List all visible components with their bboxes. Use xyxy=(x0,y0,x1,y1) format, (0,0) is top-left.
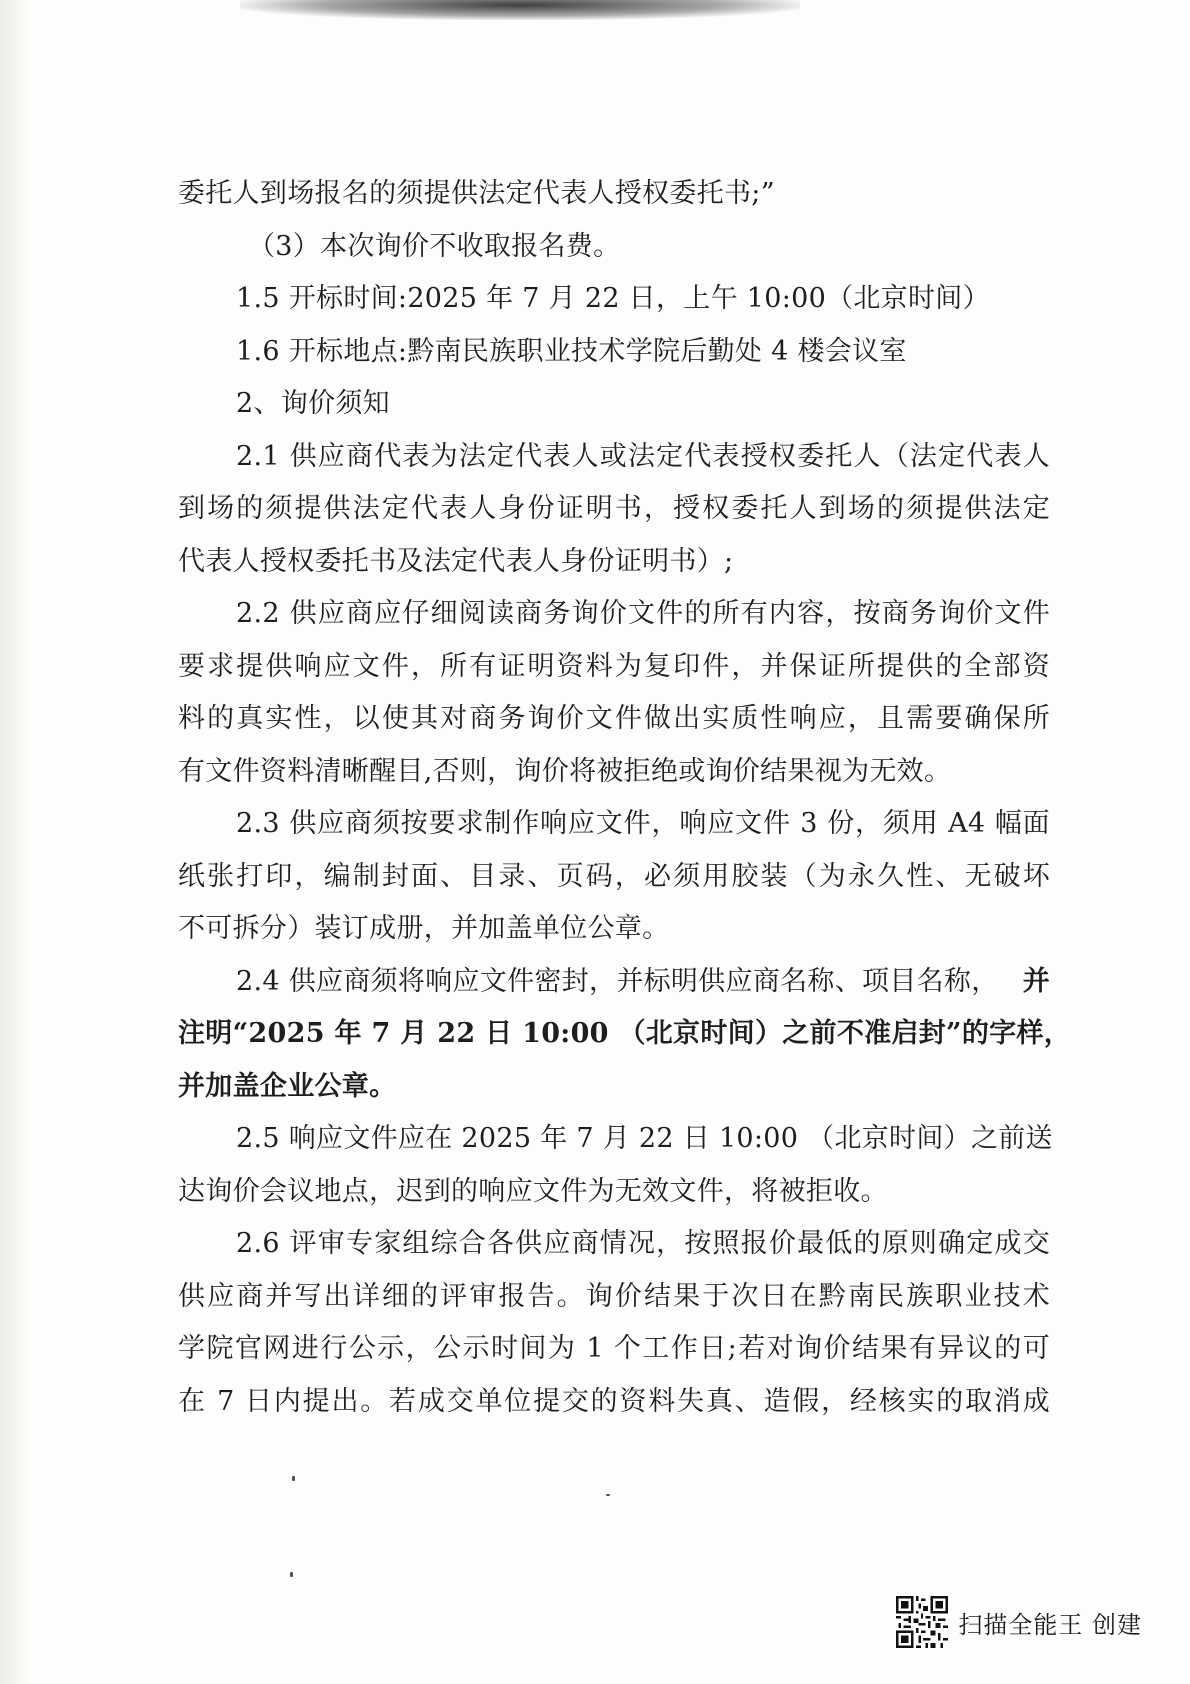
text-line: 要求提供响应文件，所有证明资料为复印件，并保证所提供的全部资 xyxy=(178,650,1050,682)
text-line: 不可拆分）装订成册，并加盖单位公章。 xyxy=(178,913,670,944)
text-line: 2.6 评审专家组综合各供应商情况，按照报价最低的原则确定成交 xyxy=(236,1228,1050,1259)
text-line: 在 7 日内提出。若成交单位提交的资料失真、造假，经核实的取消成 xyxy=(178,1385,1050,1417)
text-line: 1.5 开标时间:2025 年 7 月 22 日，上午 10:00（北京时间） xyxy=(236,283,990,314)
scan-speck xyxy=(292,1476,295,1481)
bold-text-line: 注明“2025 年 7 月 22 日 10:00 （北京时间）之前不准启封”的字样， xyxy=(178,1018,1072,1049)
scan-speck xyxy=(606,1494,610,1496)
text-line: 委托人到场报名的须提供法定代表人授权委托书;” xyxy=(178,178,775,209)
page-edge-shading xyxy=(0,0,28,1684)
text-line: 料的真实性，以使其对商务询价文件做出实质性响应，且需要确保所 xyxy=(178,703,1050,734)
scan-speck xyxy=(290,1572,293,1577)
document-body xyxy=(178,168,1072,1428)
text-line xyxy=(178,956,1050,1009)
text-line: 纸张打印，编制封面、目录、页码，必须用胶装（为永久性、无破坏 xyxy=(178,860,1050,892)
text-segment: 2.4 供应商须将响应文件密封，并标明供应商名称、项目名称， xyxy=(236,965,999,997)
text-line: （3）本次询价不收取报名费。 xyxy=(248,230,621,262)
text-line: 2.5 响应文件应在 2025 年 7 月 22 日 10:00 （北京时间）之前送 xyxy=(236,1123,1053,1154)
bold-text-line: 并加盖企业公章。 xyxy=(178,1070,397,1102)
text-line: 到场的须提供法定代表人身份证明书，授权委托人到场的须提供法定 xyxy=(178,493,1050,524)
scanner-watermark xyxy=(896,1596,1142,1648)
text-line: 达询价会议地点，迟到的响应文件为无效文件，将被拒收。 xyxy=(178,1175,888,1207)
text-line: 代表人授权委托书及法定代表人身份证明书）; xyxy=(178,545,734,577)
text-line: 学院官网进行公示，公示时间为 1 个工作日;若对询价结果有异议的可 xyxy=(178,1333,1050,1364)
section-heading: 2、询价须知 xyxy=(236,388,390,419)
text-line: 2.2 供应商应仔细阅读商务询价文件的所有内容，按商务询价文件 xyxy=(236,598,1050,629)
bold-text-segment: 并 xyxy=(1022,965,1050,997)
scan-shadow xyxy=(240,0,800,20)
text-line: 2.1 供应商代表为法定代表人或法定代表授权委托人（法定代表人 xyxy=(236,440,1050,472)
text-line: 1.6 开标地点:黔南民族职业技术学院后勤处 4 楼会议室 xyxy=(236,335,907,367)
text-line: 2.3 供应商须按要求制作响应文件，响应文件 3 份，须用 A4 幅面 xyxy=(236,808,1050,839)
watermark-text: 扫描全能王 创建 xyxy=(958,1610,1142,1639)
text-line: 有文件资料清晰醒目,否则，询价将被拒绝或询价结果视为无效。 xyxy=(178,755,952,787)
text-line: 供应商并写出详细的评审报告。询价结果于次日在黔南民族职业技术 xyxy=(178,1280,1050,1312)
qr-code-icon xyxy=(896,1596,948,1648)
